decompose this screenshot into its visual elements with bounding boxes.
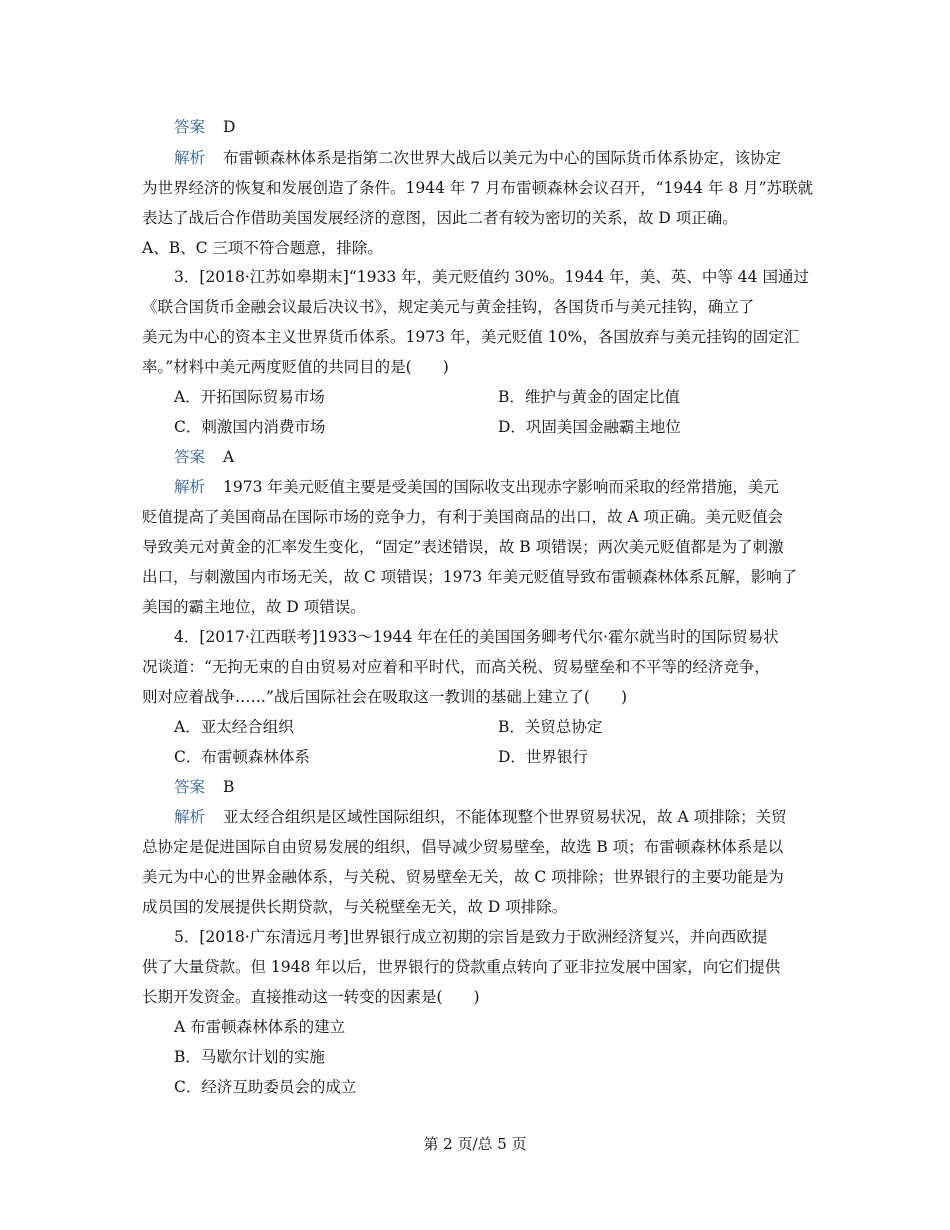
analysis-line: [174, 807, 854, 827]
analysis-text: 导致美元对黄金的汇率发生变化，“固定”表述错误，故 B 项错误；两次美元贬值都是为了刺激: [142, 538, 784, 556]
analysis-text: 成员国的发展提供长期贷款，与关税壁垒无关，故 D 项排除。: [142, 898, 568, 916]
answer-line: [174, 117, 854, 137]
option-c: C．布雷顿森林体系: [174, 748, 310, 766]
option-a: A．开拓国际贸易市场: [174, 388, 325, 406]
question-3-text: 美元为中心的资本主义世界货币体系。1973 年，美元贬值 10%，各国放弃与美元挂钩的固定汇: [142, 328, 800, 346]
answer-value: A: [223, 448, 235, 466]
analysis-text: 表达了战后合作借助美国发展经济的意图，因此二者有较为密切的关系，故 D 项正确。: [142, 209, 738, 227]
analysis-text: 布雷顿森林体系是指第二次世界大战后以美元为中心的国际货币体系协定，该协定: [223, 149, 782, 167]
analysis-line: [174, 148, 854, 168]
analysis-text: 贬值提高了美国商品在国际市场的竞争力，有利于美国商品的出口，故 A 项正确。美元贬值会: [142, 508, 784, 526]
question-4-text: 则对应着战争……”战后国际社会在吸取这一教训的基础上建立了( ): [142, 688, 628, 706]
option-c: C．刺激国内消费市场: [174, 418, 326, 436]
analysis-text: 1973 年美元贬值主要是受美国的国际收支出现赤字影响而采取的经常措施，美元: [223, 478, 779, 496]
analysis-tag: 解析: [174, 808, 206, 826]
analysis-text: 出口，与刺激国内市场无关，故 C 项错误；1973 年美元贬值导致布雷顿森林体系瓦解，影响了: [142, 568, 798, 586]
question-5-text: 5．[2018·广东清远月考]世界银行成立初期的宗旨是致力于欧洲经济复兴，并向西欧提: [174, 928, 768, 946]
analysis-text: 美元为中心的世界金融体系，与关税、贸易壁垒无关，故 C 项排除；世界银行的主要功能是为: [142, 868, 784, 886]
question-3-text: 《联合国货币金融会议最后决议书》，规定美元与黄金挂钩，各国货币与美元挂钩，确立了: [142, 298, 755, 316]
question-4-text: 况谈道：“无拘无束的自由贸易对应着和平时代，而高关税、贸易壁垒和不平等的经济竞争，: [142, 658, 770, 676]
analysis-text: 为世界经济的恢复和发展创造了条件。1944 年 7 月布雷顿森林会议召开，“1944 年 8 月”苏联就: [142, 179, 814, 197]
analysis-line: [174, 477, 854, 497]
option-d: D．世界银行: [498, 748, 588, 766]
question-5-text: 长期开发资金。直接推动这一转变的因素是( ): [142, 988, 480, 1006]
answer-value: D: [223, 118, 236, 136]
option-b: B．马歇尔计划的实施: [174, 1048, 325, 1066]
answer-tag: 答案: [174, 778, 206, 796]
question-5-text: 供了大量贷款。但 1948 年以后，世界银行的贷款重点转向了亚非拉发展中国家，向它们提供: [142, 958, 781, 976]
analysis-text: 美国的霸主地位，故 D 项错误。: [142, 598, 366, 616]
option-c: C．经济互助委员会的成立: [174, 1078, 357, 1096]
answer-tag: 答案: [174, 448, 206, 466]
analysis-text: A、B、C 三项不符合题意，排除。: [142, 239, 383, 257]
answer-line: [174, 447, 854, 467]
answer-line: [174, 777, 854, 797]
analysis-text: 亚太经合组织是区域性国际组织，不能体现整个世界贸易状况，故 A 项排除；关贸: [223, 808, 787, 826]
question-4-text: 4．[2017·江西联考]1933～1944 年在任的美国国务卿考代尔·霍尔就当时的国际贸易状: [174, 628, 779, 646]
option-b: B．维护与黄金的固定比值: [498, 388, 680, 406]
analysis-tag: 解析: [174, 478, 206, 496]
answer-value: B: [223, 778, 235, 796]
page-footer: 第 2 页/总 5 页: [423, 1135, 527, 1153]
question-3-text: 率。”材料中美元两度贬值的共同目的是( ): [142, 358, 449, 376]
option-a: A 布雷顿森林体系的建立: [174, 1018, 346, 1036]
question-3-text: 3．[2018·江苏如皋期末]“1933 年，美元贬值约 30%。1944 年，美、英、中等 44 国通过: [174, 268, 809, 286]
analysis-tag: 解析: [174, 149, 206, 167]
answer-tag: 答案: [174, 118, 206, 136]
analysis-text: 总协定是促进国际自由贸易发展的组织，倡导减少贸易壁垒，故选 B 项；布雷顿森林体系是以: [142, 838, 784, 856]
option-d: D．巩固美国金融霸主地位: [498, 418, 681, 436]
option-a: A．亚太经合组织: [174, 718, 294, 736]
option-b: B．关贸总协定: [498, 718, 603, 736]
